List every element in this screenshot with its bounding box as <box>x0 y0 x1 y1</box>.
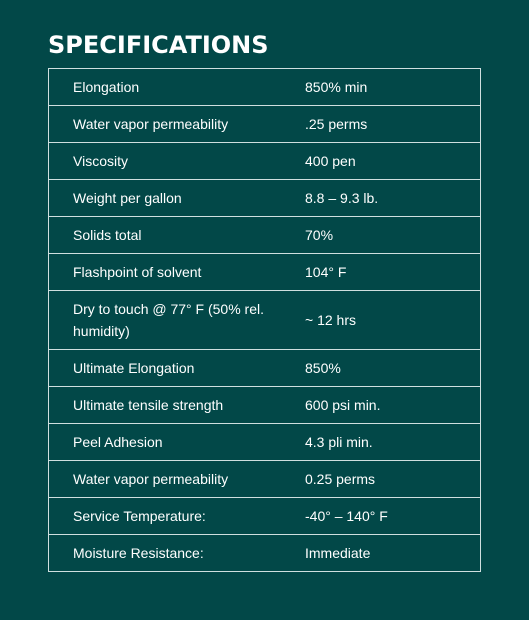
table-row <box>49 254 481 291</box>
spec-label: Viscosity <box>49 143 306 180</box>
spec-label: Flashpoint of solvent <box>49 254 306 291</box>
spec-value: 850% min <box>305 69 481 106</box>
spec-label: Weight per gallon <box>49 180 306 217</box>
table-row <box>49 498 481 535</box>
spec-value: 70% <box>305 217 481 254</box>
spec-value: 8.8 – 9.3 lb. <box>305 180 481 217</box>
spec-value: .25 perms <box>305 106 481 143</box>
table-row <box>49 106 481 143</box>
spec-value: ~ 12 hrs <box>305 291 481 350</box>
table-row <box>49 69 481 106</box>
spec-value: 850% <box>305 350 481 387</box>
spec-label: Ultimate tensile strength <box>49 387 306 424</box>
table-row <box>49 387 481 424</box>
specifications-table <box>48 68 481 572</box>
spec-label: Moisture Resistance: <box>49 535 306 572</box>
table-row <box>49 461 481 498</box>
table-row <box>49 143 481 180</box>
spec-value: 4.3 pli min. <box>305 424 481 461</box>
spec-value: -40° – 140° F <box>305 498 481 535</box>
spec-label: Peel Adhesion <box>49 424 306 461</box>
spec-label: Elongation <box>49 69 306 106</box>
table-row <box>49 291 481 350</box>
spec-label: Water vapor permeability <box>49 106 306 143</box>
table-row <box>49 350 481 387</box>
spec-value: 600 psi min. <box>305 387 481 424</box>
table-row <box>49 217 481 254</box>
spec-value: 0.25 perms <box>305 461 481 498</box>
spec-label: Dry to touch @ 77° F (50% rel. humidity) <box>49 291 306 350</box>
table-row <box>49 535 481 572</box>
table-row <box>49 180 481 217</box>
section-title: SPECIFICATIONS <box>48 31 269 59</box>
spec-value: Immediate <box>305 535 481 572</box>
spec-label: Solids total <box>49 217 306 254</box>
spec-label: Ultimate Elongation <box>49 350 306 387</box>
spec-label: Water vapor permeability <box>49 461 306 498</box>
spec-label: Service Temperature: <box>49 498 306 535</box>
spec-value: 400 pen <box>305 143 481 180</box>
table-row <box>49 424 481 461</box>
spec-value: 104° F <box>305 254 481 291</box>
